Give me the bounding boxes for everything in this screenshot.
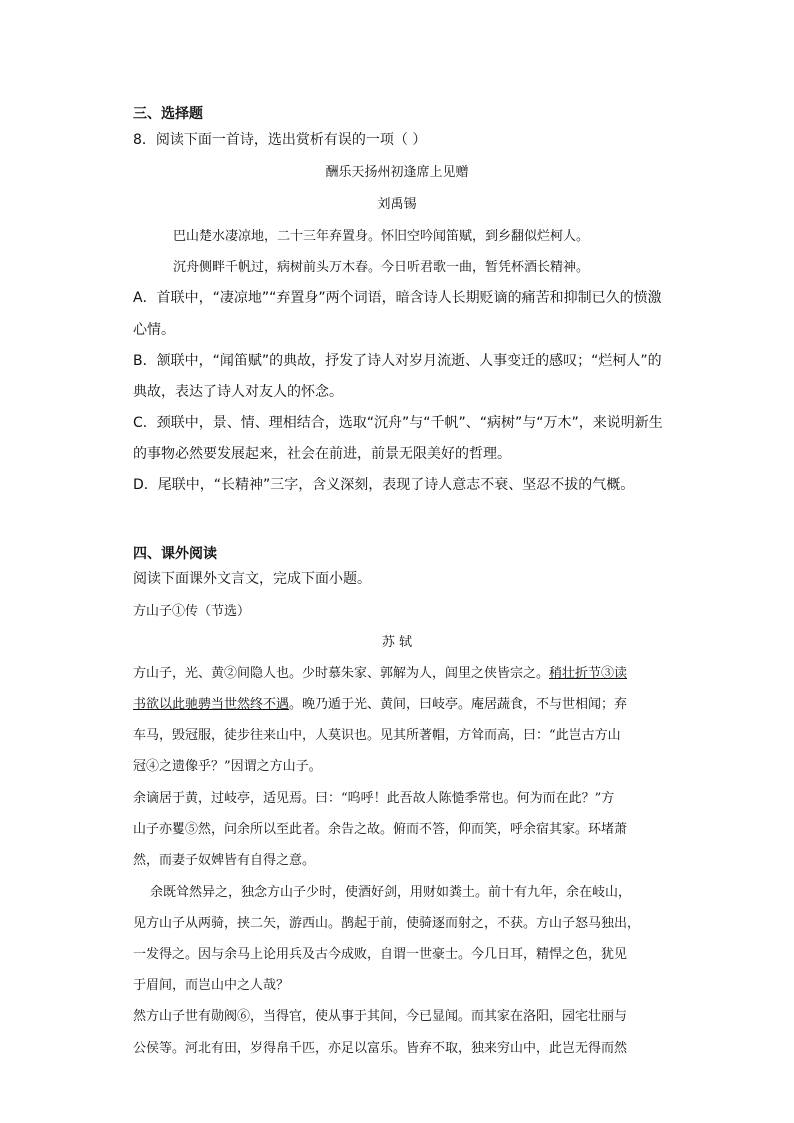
para4-line-1: 然方山子世有勋阀⑥，当得官，使从事于其间，今已显闻。而其家在洛阳，园宅壮丽与 [133, 1009, 628, 1024]
poem-author: 刘禹锡 [377, 197, 417, 212]
para3-line-2: 见方山子从两骑，挟二矢，游西山。鹊起于前，使骑逐而射之，不获。方山子怒马独出， [133, 916, 641, 931]
para1-line-2-text: 。晚乃遁于光、黄间，曰岐亭。庵居蔬食，不与世相闻；弃 [289, 697, 628, 712]
para1-line-1-text: 方山子，光、黄②间隐人也。少时慕朱家、郭解为人，闾里之侠皆宗之。 [133, 666, 550, 681]
option-c-line-1: C．颈联中，景、情、理相结合，选取“沉舟”与“千帆”、“病树”与“万木”，来说明新生 [133, 415, 663, 431]
underlined-sentence-part2: 书欲以此驰骋当世然终不遇 [133, 697, 290, 712]
para3-line-1: 余既耸然异之，独念方山子少时，使酒好剑，用财如粪土。前十有九年，余在岐山， [150, 885, 632, 900]
section-heading-reading: 四、课外阅读 [133, 546, 217, 562]
para2-line-1: 余谪居于黄，过岐亭，适见焉。曰：“呜呼！此吾故人陈慥季常也。何为而在此？”方 [133, 791, 615, 806]
para3-line-3: 一发得之。因与余马上论用兵及古今成败，自谓一世豪士。今几日耳，精悍之色，犹见 [133, 947, 628, 962]
para4-line-2: 公侯等。河北有田，岁得帛千匹，亦足以富乐。皆弃不取，独来穷山中，此岂无得而然 [133, 1041, 628, 1056]
poem-line-2: 沉舟侧畔千帆过，病树前头万木春。今日听君歌一曲，暂凭杯酒长精神。 [173, 260, 590, 275]
para1-line-1 [133, 662, 627, 681]
para2-line-3: 然，而妻子奴婢皆有自得之意。 [133, 853, 316, 868]
option-b-line-2: 典故，表达了诗人对友人的怀念。 [133, 384, 343, 400]
section-heading-choice: 三、选择题 [133, 106, 203, 122]
underlined-sentence-part1: 稍壮折节③读 [549, 666, 628, 681]
para3-line-4: 于眉间，而岂山中之人哉？ [133, 978, 290, 993]
option-a-line-1: A．首联中，“凄凉地”“弃置身”两个词语，暗含诗人长期贬谪的痛苦和抑制已久的愤激 [133, 290, 662, 306]
option-b-line-1: B．颔联中，“闻笛赋”的典故，抒发了诗人对岁月流逝、人事变迁的感叹；“烂柯人”的 [133, 353, 662, 369]
option-d: D．尾联中，“长精神”三字，含义深刻，表现了诗人意志不衰、坚忍不拔的气概。 [133, 477, 635, 493]
question-8-stem: 8．阅读下面一首诗，选出赏析有误的一项（ ） [133, 132, 427, 148]
para2-line-2: 山子亦矍⑤然，问余所以至此者。余告之故。俯而不答，仰而笑，呼余宿其家。环堵萧 [133, 822, 628, 837]
option-a-line-2: 心情。 [133, 322, 175, 338]
para1-line-2 [133, 693, 627, 712]
reading-intro: 阅读下面课外文言文，完成下面小题。 [133, 571, 371, 587]
text-author: 苏 轼 [381, 635, 413, 650]
para1-line-4: 冠④之遗像乎？”因谓之方山子。 [133, 759, 322, 774]
option-c-line-2: 的事物必然要发展起来，社会在前进，前景无限美好的哲理。 [133, 446, 511, 462]
para1-line-3: 车马，毁冠服，徒步往来山中，人莫识也。见其所著帽，方耸而高，曰：“此岂古方山 [133, 728, 621, 743]
poem-line-1: 巴山楚水凄凉地，二十三年弃置身。怀旧空吟闻笛赋，到乡翻似烂柯人。 [173, 229, 590, 244]
poem-title: 酬乐天扬州初逢席上见赠 [325, 165, 469, 180]
text-title: 方山子①传（节选） [133, 604, 251, 619]
